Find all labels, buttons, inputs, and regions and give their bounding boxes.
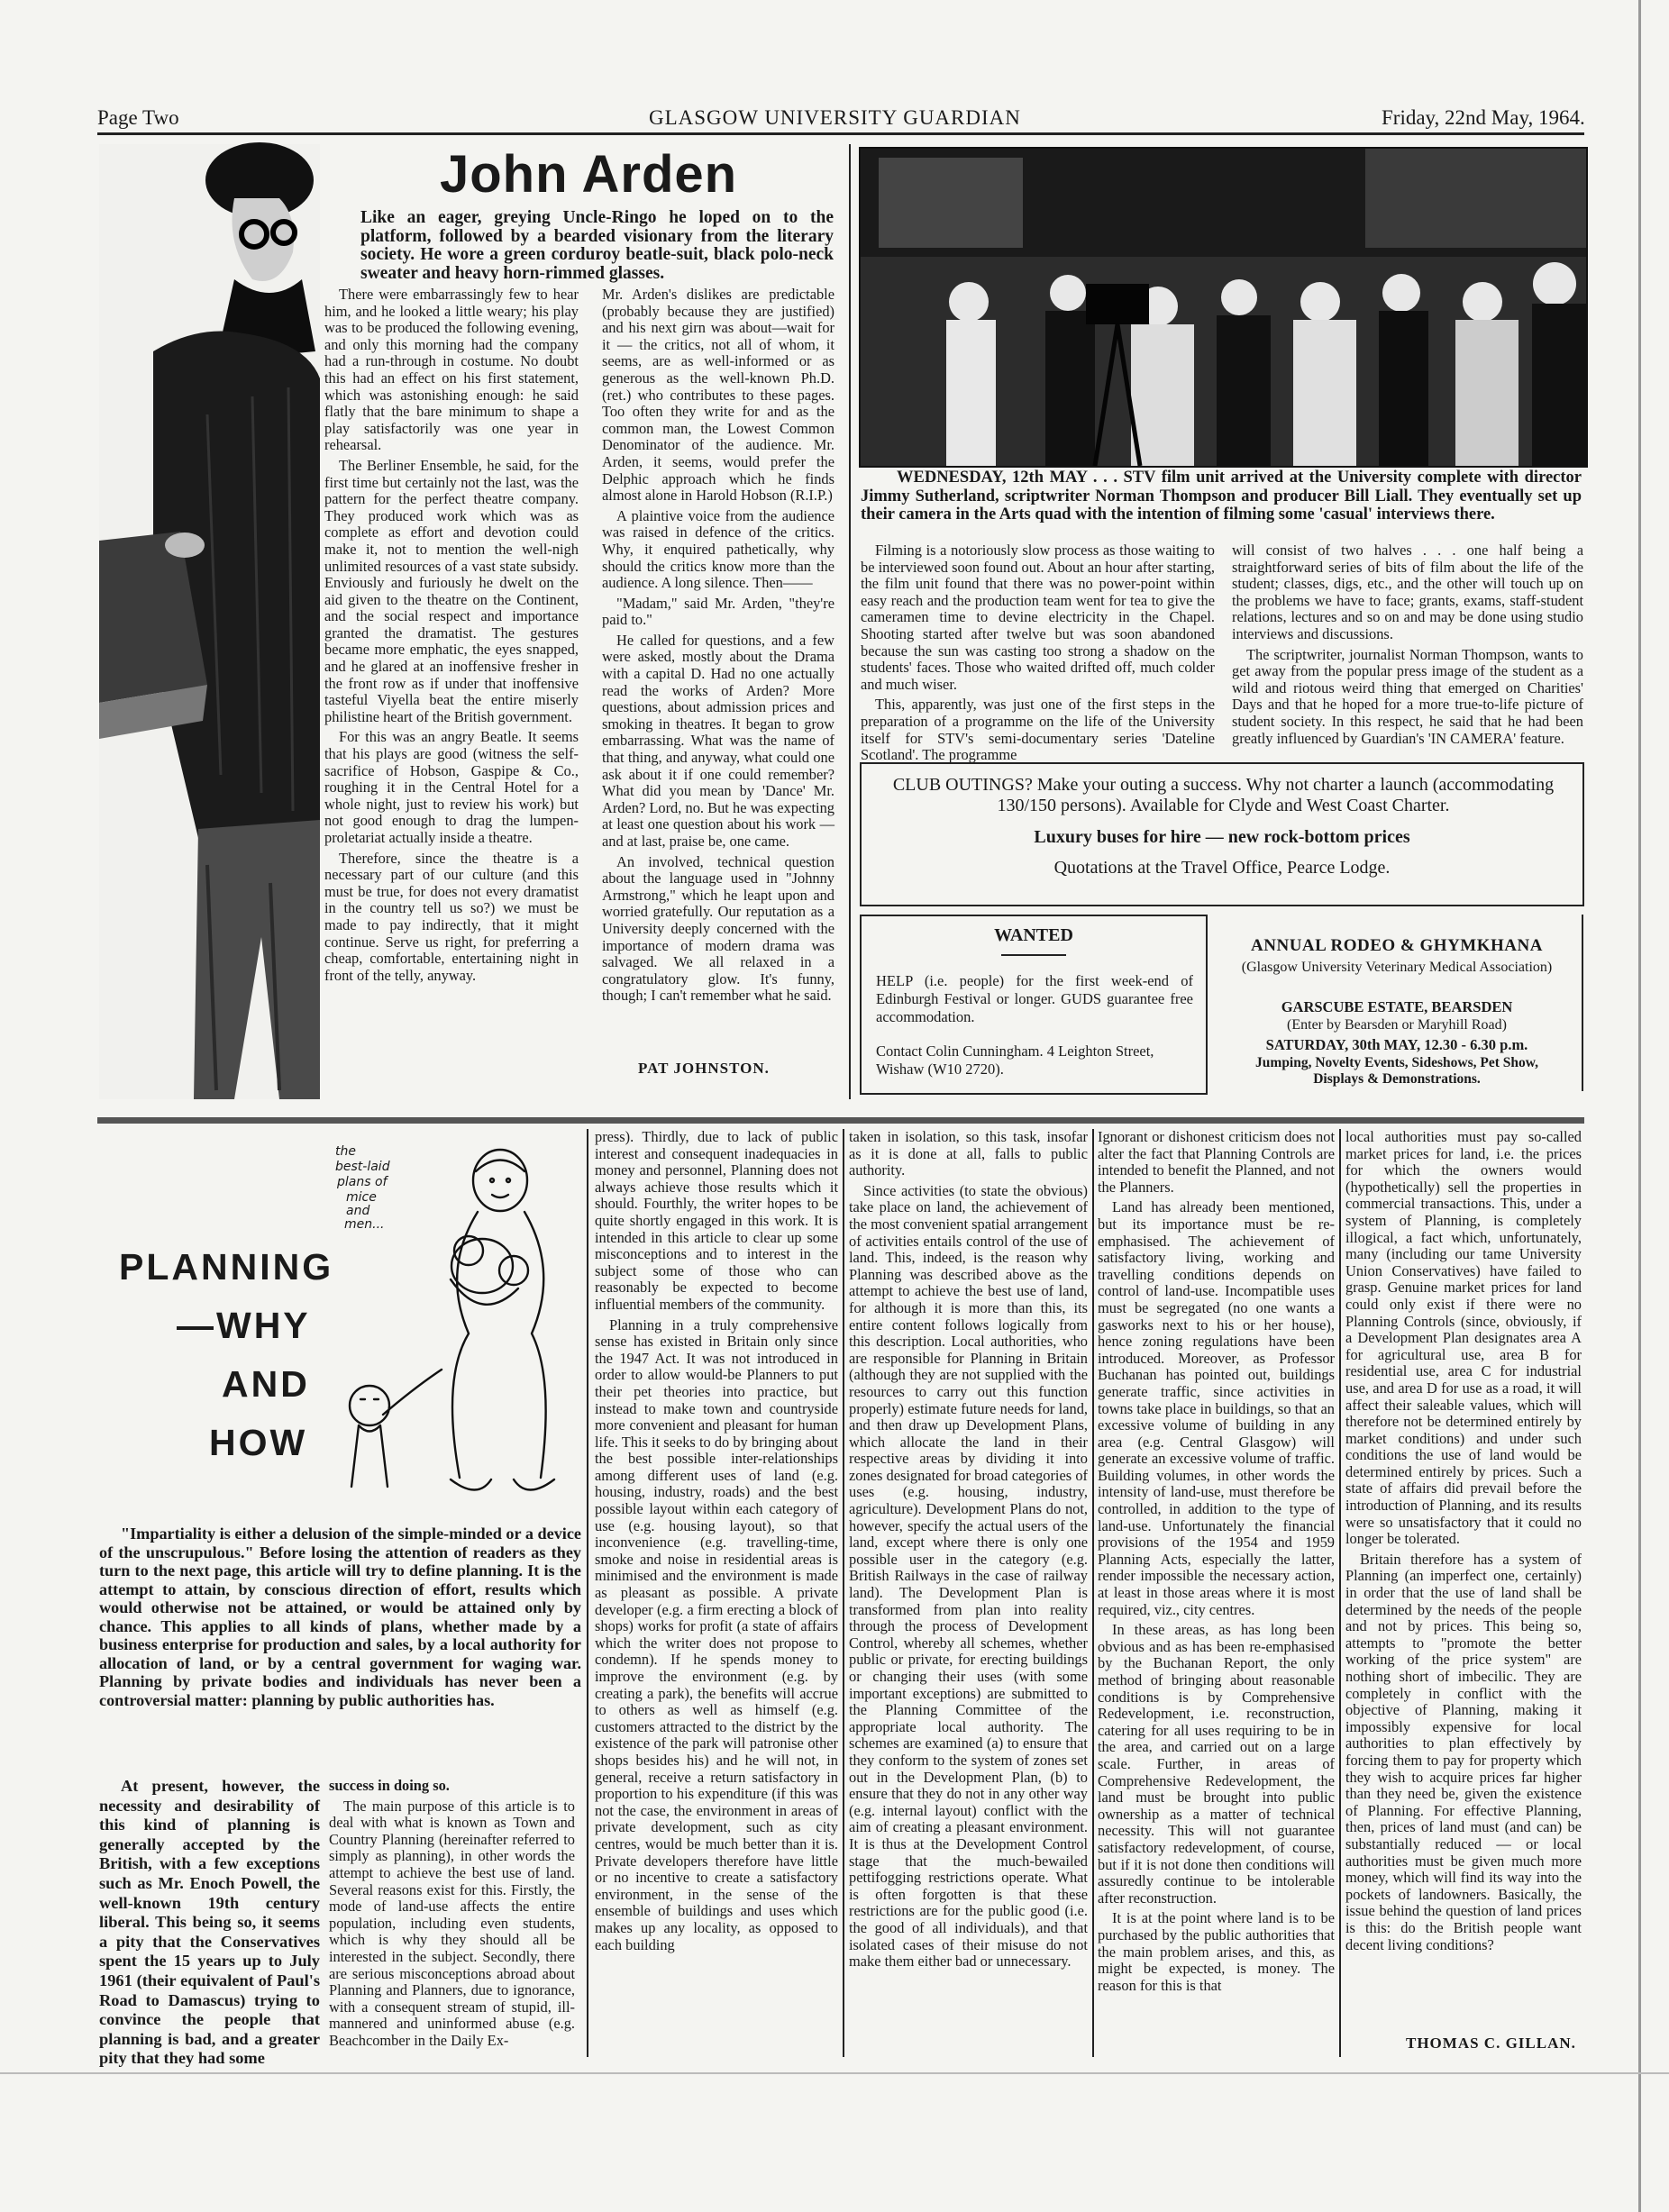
column-rule [1339,1129,1341,2057]
column-rule [849,144,851,1099]
paragraph: In these areas, as has long been obvious and as has been re-emphasised by the Buchanan Report, the only method of bringing about reasonable conditions is by Comprehensive Redevelopment, i.e. reconstruction, catering for all uses requiring to be in the area, and carried out on a large scale. Further, in areas of Comprehensive Redevelopment, the land must be brought into public ownership as a matter of technical necessity. This will not guarantee satisfactory redevelopment, of course, but if it is not done then conditions will assuredly continue to be intolerable after reconstruction. [1098,1621,1335,1907]
cartoon-caption-line: plans of [337,1175,388,1189]
paragraph: There were embarrassingly few to hear him, and he looked a little weary; his play was to be produced the following evening, and only this morning had the company had a run-through in costume. No doubt this had an effect on his first statement, which was astonishing enough: he said flatly that the bare minimum to shape a play satisfactorily was one year in rehearsal. [324,286,579,454]
cartoon-caption-line: men... [344,1217,385,1232]
planning-title-line: PLANNING [119,1246,334,1288]
planning-title-line: —WHY [177,1305,311,1346]
paragraph: taken in isolation, so this task, insofar as it is done at all, falls to public authority. [849,1128,1088,1179]
club-ad-quotations: Quotations at the Travel Office, Pearce Lodge. [1053,858,1391,878]
arden-column-2 [602,287,834,1052]
paragraph: Filming is a notoriously slow process as those waiting to be interviewed soon found out. About an hour after starting, the film unit found that there was no power-point within easy reach and the production team went for tea to give the cameramen time to devine electricity in the Chapel. Shooting started after twelve but was soon abandoned because the sun was casting too strong a shadow on the students' faces. Those who waited drifted off, much colder and much wiser. [861,542,1215,693]
arden-headline: John Arden [440,145,738,204]
arden-byline: PAT JOHNSTON. [638,1060,770,1077]
john-arden-photo [99,144,320,1099]
paragraph: The main purpose of this article is to deal with what is known as Town and Country Planning (hereinafter referred to simply as planning), in other words the attempt to achieve the best use of land. Several reasons exist for this. Firstly, the mode of land-use affects the entire population, including even students, which is why they should all be interested in the subject. Secondly, there are serious misconceptions abroad about Planning and Planners, due to ignorance, with a consequent stream of stupid, ill-mannered and uninformed abuse (e.g. Beachcomber in the Daily Ex- [329,1797,575,2049]
paragraph: Britain therefore has a system of Planning (an imperfect one, certainly) in order that the use of land shall be determined by the needs of the people and not by prices. This being so, attempts to "promote the better working of the price system" are nothing short of imbecilic. They are completely in conflict with the objective of Planning, making it impossibly expensive for local authorities to plan effectively by forcing them to pay for property which they wish to acquire prices far higher than they need be, given the existence of Planning. For effective Planning, then, prices of land must (and can) be substantially reduced — or local authorities must be given much more money, which will find its way into the pockets of landowners. Basically, the issue behind the question of land prices is this: do the British people want decent living conditions? [1345,1550,1582,1953]
stv-column-2 [1232,542,1583,750]
paragraph: Since activities (to state the obvious) take place on land, the achievement of the most convenient spatial arrangement of activities entails control of the use of land. This, indeed, is the reason why Planning was described above as the attempt to achieve the best use of land, for although it is more than this, its entire content follows logically from this description. Local authorities, who are responsible for Planning in Britain (although they are not supplied with the resources to carry out this function properly) estimate future needs for land, and then draw up Development Plans, which allocate the land in their respective areas by dividing it into zones designated for broad categories of uses (e.g. housing, industry, agriculture). Development Plans do not, however, specify the actual users of the land, except where there is only one possible user in the category (e.g. British Railways in the case of railway land). The Development Plan is transformed from plan into reality through the process of Development Control, whereby all schemes, whether public or private, for erecting buildings or changing their uses (with some important exceptions) are submitted to the Planning Committee of the appropriate local authority. The schemes are examined (a) to ensure that they conform to the system of zones set out in the Development Plan, (b) to ensure that they do not in any other way (e.g. internal layout) conflict with the aim of creating a pleasant environment. It is thus at the Development Control stage that the much-bewailed pettifogging restrictions operate. What is often forgotten is that these restrictions are for the public good (i.e. the good of all individuals), and that isolated cases of their misuse do not make them either bad or unnecessary. [849,1181,1088,1971]
paragraph: For this was an angry Beatle. It seems that his plays are good (witness the self-sacrifice of Hobson, Gaspipe & Co., roughing it in the Central Hotel for a whole night, just to review his work) but not good enough to drag the lumpen-proletariat actually inside a theatre. [324,728,579,846]
cartoon-caption-line: mice [346,1190,377,1205]
page-number: Page Two [97,106,179,129]
paragraph: The scriptwriter, journalist Norman Thompson, wants to get away from the popular press image of the student as a wild and riotous weird thing that emerged on Charities' Days and that he hoped for a more true-to-life picture of student society. In this respect, he said that he had been greatly influenced by Guardian's 'IN CAMERA' feature. [1232,645,1583,747]
arden-column-1 [324,287,579,1088]
header-rule [97,132,1584,135]
rodeo-events: Jumping, Novelty Events, Sideshows, Pet Show, Displays & Demonstrations. [1255,1055,1538,1087]
wanted-title: WANTED [994,925,1073,945]
planning-title-line: AND [222,1363,310,1405]
wanted-ad [860,915,1208,1095]
planning-column-1: At present, however, the necessity and desirability of this kind of planning is generally accepted by the British, with a few exceptions such as Mr. Enoch Powell, the well-known 19th century liberal. This being so, it seems a pity that the Conservatives spent the 15 years up to July 1961 (their equivalent of Paul's Road to Damascus) trying to convince the people that planning is bad, and a greater pity that they had some [99,1777,320,2068]
paragraph: "Madam," said Mr. Arden, "they're paid to." [602,594,834,629]
cartoon-caption-line: the [335,1144,356,1159]
club-ad-text: CLUB OUTINGS? Make your outing a success. Why not charter a launch (accommodating 130/150 persons). Available for Clyde and West Coast Charter. [892,775,1555,815]
cartoon-caption-line: best-laid [335,1160,390,1174]
column-rule [843,1129,844,2057]
stv-photo-image [861,149,1586,466]
paragraph: Land has already been mentioned, but its importance must be re-emphasised. The achievement of satisfactory living, working and travelling conditions depends on control of land-use. Incompatible uses must be segregated (no one wants a gasworks next to his or her house), hence zoning regulations have been introduced. Moreover, as Professor Buchanan has pointed out, buildings generate traffic, since activities in towns take place in buildings, so that an excessive volume of building in any area (e.g. Central Glasgow) will generate an excessive volume of traffic. Building volumes, in other words the intensity of land-use, must therefore be controlled, in addition to the type of land-use. Unfortunately the financial provisions of the 1954 and 1959 Planning Acts, especially the latter, render impossible the necessary action, at least in those areas where it is most required, viz., city centres. [1098,1198,1335,1618]
planning-column-6 [1345,1129,1582,2016]
paragraph: success in doing so. [329,1777,450,1794]
rodeo-ad [1212,915,1583,1091]
wanted-rule [1001,954,1066,956]
paragraph: A plaintive voice from the audience was raised in defence of the critics. Why, it enquired pathetically, why should the critics know more than the audience. A long silence. Then—— [602,506,834,592]
stv-film-unit-photo [859,147,1588,468]
column-rule [587,1129,588,2057]
paragraph: The Berliner Ensemble, he said, for the first time but certainly not the last, was the pattern for the perfect theatre company. They produced work which was as complete as effort and devotion could make it, not to mention the well-nigh unlimited resources of a vast state subsidy. Enviously and furiously he dwelt on the aid given to the theatre on the Continent, and the social respect and importance granted the dramatist. The gestures became more emphatic, the eyes snapped, and he glared at an inoffensive fresher in the front row as if under that inoffensive tasteful Viyella beat the entire miserly philistine heart of the British government. [324,456,579,725]
planning-column-2 [329,1778,575,2048]
wanted-body: HELP (i.e. people) for the first week-end of Edinburgh Festival or longer. GUDS guarantee free accommodation. [876,972,1193,1025]
issue-date: Friday, 22nd May, 1964. [1382,106,1585,129]
masthead: GLASGOW UNIVERSITY GUARDIAN [649,106,1021,129]
paragraph: This, apparently, was just one of the first steps in the preparation of a programme on the life of the University itself for STV's semi-documentary series 'Dateline Scotland'. The programme [861,696,1215,764]
arden-intro: Like an eager, greying Uncle-Ringo he loped on to the platform, followed by a bearded visionary from the literary society. He wore a green corduroy beatle-suit, black polo-neck sweater and heavy horn-rimmed glasses. [360,208,834,283]
rodeo-directions: (Enter by Bearsden or Maryhill Road) [1287,1017,1507,1033]
stv-column-1 [861,542,1215,764]
planning-column-3 [595,1129,838,2057]
cartoon-caption-line: and [346,1204,370,1218]
page-edge [0,2072,1669,2074]
paragraph: will consist of two halves . . . one half being a straightforward series of bits of film about the life of the student; classes, digs, etc., and the other will touch up on the problems we have to face; grants, exams, staff-student relations, lectures and so on and may be done using studio interviews and discussions. [1232,542,1583,642]
stv-caption: WEDNESDAY, 12th MAY . . . STV film unit arrived at the University complete with director Jimmy Sutherland, scriptwriter Norman Thompson and producer Bill Liall. They eventually set up their camera in the Arts quad with the intention of filming some 'casual' interviews there. [861,469,1582,523]
rodeo-org: (Glasgow University Veterinary Medical Association) [1241,960,1553,975]
page-edge [1638,0,1641,2212]
wanted-contact: Contact Colin Cunningham. 4 Leighton Street, Wishaw (W10 2720). [876,1042,1154,1078]
paragraph: Ignorant or dishonest criticism does not alter the fact that Planning Controls are intended to benefit the Planned, and not the Planners. [1098,1128,1335,1196]
paragraph: press). Thirdly, due to lack of public interest and consequent inadequacies in money and personnel, Planning does not always achieve those results which it should. Fourthly, the writer hopes to be quite shortly engaged in this work. It is intended in this article to clear up some misconceptions and to interest in the subject some of those who can reasonably be expected to become influential members of the community. [595,1128,838,1313]
paragraph: Mr. Arden's dislikes are predictable (probably because they are justified) and his next girn was about—wait for it — the critics, not all of whom, it seems, are as well-informed or as generous as the well-known Ph.D. (ret.) who contributes to these pages. Too often they write for and as the common man, the Lowest Common Denominator of the audience. Mr. Arden, it seems, would prefer the Delphic approach which he finds almost alone in Harold Hobson (R.I.P.) [602,286,834,505]
planning-cartoon [333,1144,577,1514]
section-rule [97,1117,1584,1124]
column-rule [1092,1129,1094,2057]
planning-column-5 [1098,1129,1335,2057]
club-outings-ad [860,762,1584,906]
planning-title-line: HOW [209,1422,308,1463]
planning-byline: THOMAS C. GILLAN. [1406,2034,1576,2052]
rodeo-venue: GARSCUBE ESTATE, BEARSDEN [1281,998,1513,1015]
planning-column-4 [849,1129,1088,2057]
planning-intro: "Impartiality is either a delusion of the simple-minded or a device of the unscrupulous." Before losing the attention of readers as they turn to the next page, this article will try to define planning. It is the attempt to attain, by conscious direction of effort, results which would otherwise not be attained, or would be attained only by chance. This applies to all kinds of plans, whether made by a business enterprise for production and sales, by a local authority for allocation of land, or by a central government for waging war. Planning by private bodies and individuals has never been a controversial matter: planning by public authorities has. [99,1525,581,1709]
paragraph: Planning in a truly comprehensive sense has existed in Britain only since the 1947 Act. It was not introduced in order to allow would-be Planners to put their pet theories into practice, but instead to make town and countryside more convenient and pleasant for human life. This it seeks to do by bringing about the best possible inter-relationships among different uses of land (e.g. housing, industry, roads) and the best possible layout within each category of use (e.g. housing layout), so that inconvenience (e.g. travelling-time, smoke and noise in residential areas is minimised and the environment is made as pleasant as possible. A private developer (e.g. a firm erecting a block of shops) works for profit (a state of affairs which the writer does not propose to condemn). If he spends money to improve the environment (e.g. by creating a park), the benefits will accrue to others as well as himself (e.g. customers attracted to the district by the existence of the park will patronise other shops besides his) and he will not, in general, receive a return satisfactory in proportion to his expenditure (if this was not the case, the environment in areas of private development, such as city centres, would be much better than it is. Private developers therefore have little or no incentive to create a satisfactory environment, in the sense of the ensemble of buildings and uses which makes up any locality, as opposed to each building [595,1315,838,1953]
club-ad-buses: Luxury buses for hire — new rock-bottom prices [1034,827,1410,847]
arden-portrait-image [99,144,320,1099]
paragraph: It is at the point where land is to be purchased by the public authorities that the main problem arises, and this, as might be expected, is money. The reason for this is that [1098,1909,1335,1994]
paragraph: Therefore, since the theatre is a necessary part of our culture (and this must be true, for does not every dramatist in the country tell us so?) we must be made to pay indirectly, that it might continue. Serve us right, for preferring a cheap, comfortable, entertaining night in front of the telly, anyway. [324,849,579,984]
paragraph: He called for questions, and a few were asked, mostly about the Drama with a capital D. Had no one actually read the works of Arden? More questions, about admission prices and smoking in theatres. It began to grow embarrassing. What was the name of that thing, and anyway, what could one ask about it if one could remember? What did you mean by 'Dance' Mr. Arden? Lord, no. But he was expecting at least one question about his work — and at last, praise be, one came. [602,631,834,850]
paragraph: An involved, technical question about the language used in "Johnny Armstrong," which he leapt upon and worried gratefully. Our reputation as a University deeply concerned with the importance of modern drama was salvaged. We all relaxed in a congratulatory glow. It's funny, though; I can't remember what he said. [602,852,834,1005]
paragraph: local authorities must pay so-called market prices for land, i.e. the prices for which the owners would (hypothetically) sell the properties in commercial transactions. This, under a system of Planning, is completely illogical, a fact which, unfortunately, many (including our tame University Union Conservatives) have failed to grasp. Genuine market prices for land could only exist if there were no Planning Controls (since, obviously, if a Development Plan designates area A for agricultural use, area B for residential use, area C for industrial use, and area D for use as a road, it will affect their saleable values, which will therefore not be determined entirely by market conditions) and under such conditions the use of land would be determined entirely by prices. Such a state of affairs did prevail before the introduction of Planning, and its results were so unsatisfactory that it could no longer be tolerated. [1345,1128,1582,1548]
rodeo-date: SATURDAY, 30th MAY, 12.30 - 6.30 p.m. [1265,1036,1528,1053]
rodeo-title: ANNUAL RODEO & GHYMKHANA [1251,936,1543,955]
